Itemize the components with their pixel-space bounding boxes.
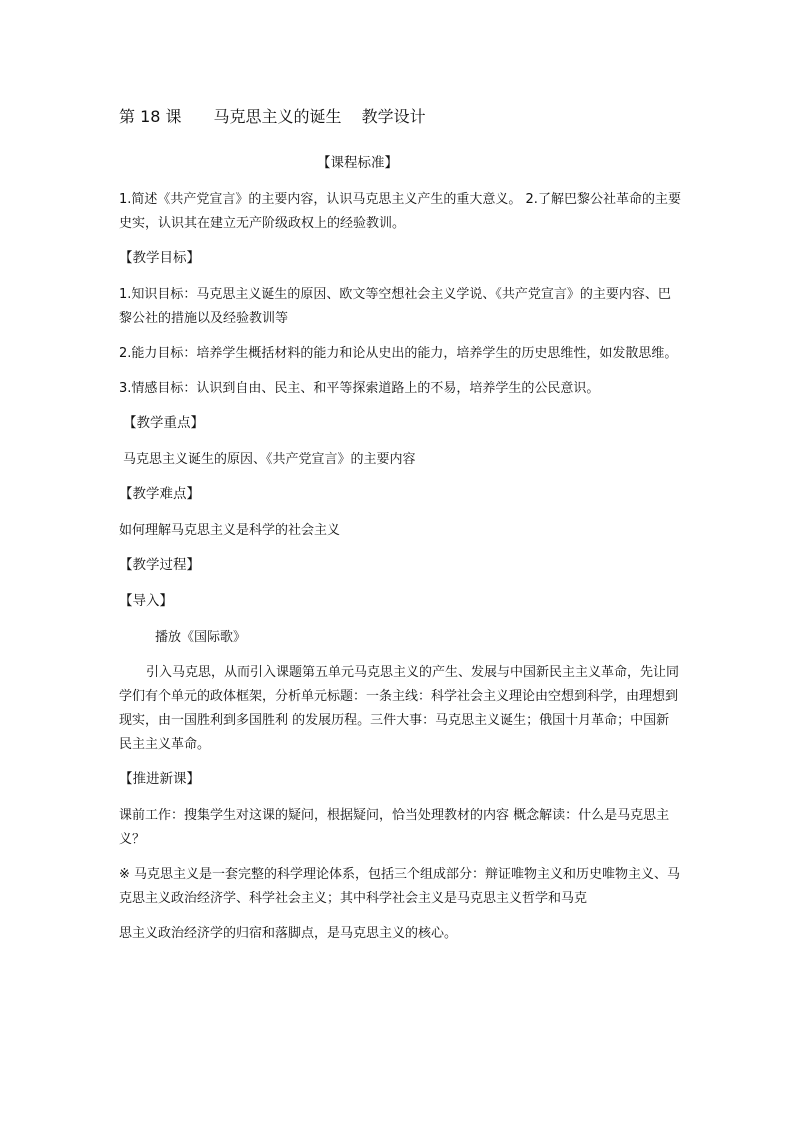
key-points-text: 马克思主义诞生的原因、《共产党宣言》的主要内容 xyxy=(123,452,416,467)
teaching-goals-heading: 【教学目标】 xyxy=(119,250,200,266)
difficulty-text: 如何理解马克思主义是科学的社会主义 xyxy=(119,523,341,538)
document-title xyxy=(119,104,681,130)
lesson-type: 教学设计 xyxy=(361,107,426,126)
goal-ability: 2.能力目标：培养学生概括材料的能力和论从史出的能力，培养学生的历史思维性，如发散思维。 xyxy=(119,346,678,361)
course-standard-heading: 【课程标准】 xyxy=(317,155,398,171)
pre-class-text: 课前工作：搜集学生对这课的疑问，根据疑问，恰当处理教材的内容 概念解读：什么是马克思主义？ xyxy=(119,808,670,847)
document-body xyxy=(119,104,681,957)
lesson-name: 马克思主义的诞生 xyxy=(213,107,342,126)
goal-knowledge: 1.知识目标：马克思主义诞生的原因、欧文等空想社会主义学说、《共产党宣言》的主要内容、巴黎公社的措施以及经验教训等 xyxy=(119,287,671,326)
intro-heading: 【导入】 xyxy=(119,593,173,609)
marx-definition-part2: 思主义政治经济学的归宿和落脚点，是马克思主义的核心。 xyxy=(119,926,458,941)
lesson-number: 第 18 课 xyxy=(119,107,182,126)
difficulty-heading: 【教学难点】 xyxy=(119,486,200,502)
key-points-heading: 【教学重点】 xyxy=(123,415,204,431)
process-heading: 【教学过程】 xyxy=(119,557,200,573)
intro-text: 引入马克思，从而引入课题第五单元马克思主义的产生、发展与中国新民主主义革命，先让同学们有个单元的政体框架，分析单元标题：一条主线：科学社会主义理论由空想到科学，由理想到现实，由一国胜利到多国胜利 的发展历程。三件大事：马克思主义诞生；俄国十月革命；中国新民主主义革命。 xyxy=(119,665,680,752)
course-standard-text: 1.简述《共产党宣言》的主要内容，认识马克思主义产生的重大意义。 2.了解巴黎公社革命的主要史实，认识其在建立无产阶级政权上的经验教训。 xyxy=(119,192,681,231)
new-lesson-heading: 【推进新课】 xyxy=(119,771,200,787)
intro-play: 播放《国际歌》 xyxy=(155,630,247,645)
marx-definition-part1: ※ 马克思主义是一套完整的科学理论体系，包括三个组成部分：辩证唯物主义和历史唯物主义、马克思主义政治经济学、科学社会主义；其中科学社会主义是马克思主义哲学和马克 xyxy=(119,867,681,906)
goal-emotion: 3.情感目标：认识到自由、民主、和平等探索道路上的不易，培养学生的公民意识。 xyxy=(119,381,600,396)
